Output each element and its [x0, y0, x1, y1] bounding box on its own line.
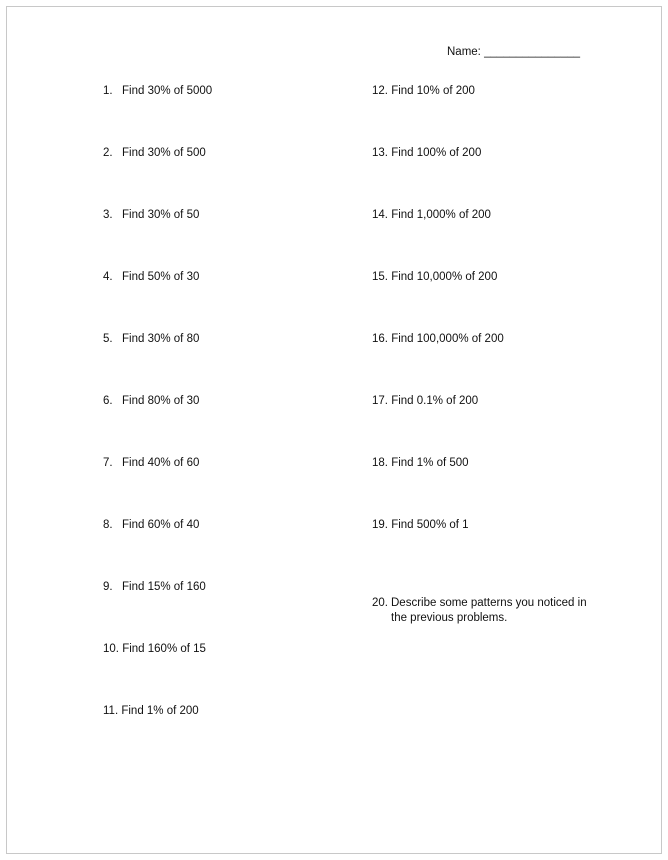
problem-number: 3.: [103, 209, 113, 221]
problem-text: Describe some patterns you noticed in the previous problems.: [391, 597, 587, 624]
problem-12: [372, 84, 475, 99]
problem-number: 10.: [103, 643, 119, 655]
problem-11: [103, 704, 199, 719]
problem-number: 12.: [372, 85, 388, 97]
problem-text: Find 30% of 500: [122, 147, 206, 159]
problem-text: Find 80% of 30: [122, 395, 200, 407]
problem-number: 20.: [372, 597, 388, 609]
worksheet-page: [6, 6, 662, 854]
problem-number: 9.: [103, 581, 113, 593]
problem-text: Find 15% of 160: [122, 581, 206, 593]
problem-text: Find 1% of 200: [121, 705, 199, 717]
problem-number: 5.: [103, 333, 113, 345]
problem-text: Find 500% of 1: [391, 519, 469, 531]
problem-text: Find 60% of 40: [122, 519, 200, 531]
problem-number: 4.: [103, 271, 113, 283]
problem-17: [372, 394, 478, 409]
problem-number: 2.: [103, 147, 113, 159]
problem-19: [372, 518, 469, 533]
problem-text: Find 40% of 60: [122, 457, 200, 469]
problem-number: 1.: [103, 85, 113, 97]
problem-text: Find 30% of 50: [122, 209, 200, 221]
problem-number: 17.: [372, 395, 388, 407]
problem-1: [103, 84, 212, 99]
problem-20: [372, 596, 587, 626]
problem-6: [103, 394, 199, 409]
problem-text: Find 30% of 80: [122, 333, 200, 345]
problem-text: Find 100% of 200: [391, 147, 482, 159]
problem-18: [372, 456, 469, 471]
problem-number: 16.: [372, 333, 388, 345]
problem-text: Find 10,000% of 200: [391, 271, 498, 283]
problem-number: 6.: [103, 395, 113, 407]
problem-text: Find 10% of 200: [391, 85, 475, 97]
problem-text: Find 100,000% of 200: [391, 333, 504, 345]
problem-number: 7.: [103, 457, 113, 469]
problem-number: 19.: [372, 519, 388, 531]
problem-text: Find 50% of 30: [122, 271, 200, 283]
problem-number: 11.: [103, 705, 119, 717]
problem-15: [372, 270, 497, 285]
problem-text: Find 0.1% of 200: [391, 395, 479, 407]
problem-4: [103, 270, 199, 285]
problem-14: [372, 208, 491, 223]
problem-5: [103, 332, 199, 347]
problem-13: [372, 146, 481, 161]
problem-text: Find 30% of 5000: [122, 85, 213, 97]
problem-text: Find 1,000% of 200: [391, 209, 491, 221]
name-field-label: Name: _______________: [447, 46, 581, 58]
problem-16: [372, 332, 504, 347]
problem-number: 14.: [372, 209, 388, 221]
problem-number: 8.: [103, 519, 113, 531]
problem-7: [103, 456, 199, 471]
problem-number: 15.: [372, 271, 388, 283]
problem-text: Find 1% of 500: [391, 457, 469, 469]
problem-10: [103, 642, 206, 657]
problem-number: 13.: [372, 147, 388, 159]
problem-number: 18.: [372, 457, 388, 469]
problem-8: [103, 518, 199, 533]
problem-3: [103, 208, 199, 223]
problem-text: Find 160% of 15: [122, 643, 206, 655]
problem-2: [103, 146, 206, 161]
problem-9: [103, 580, 206, 595]
